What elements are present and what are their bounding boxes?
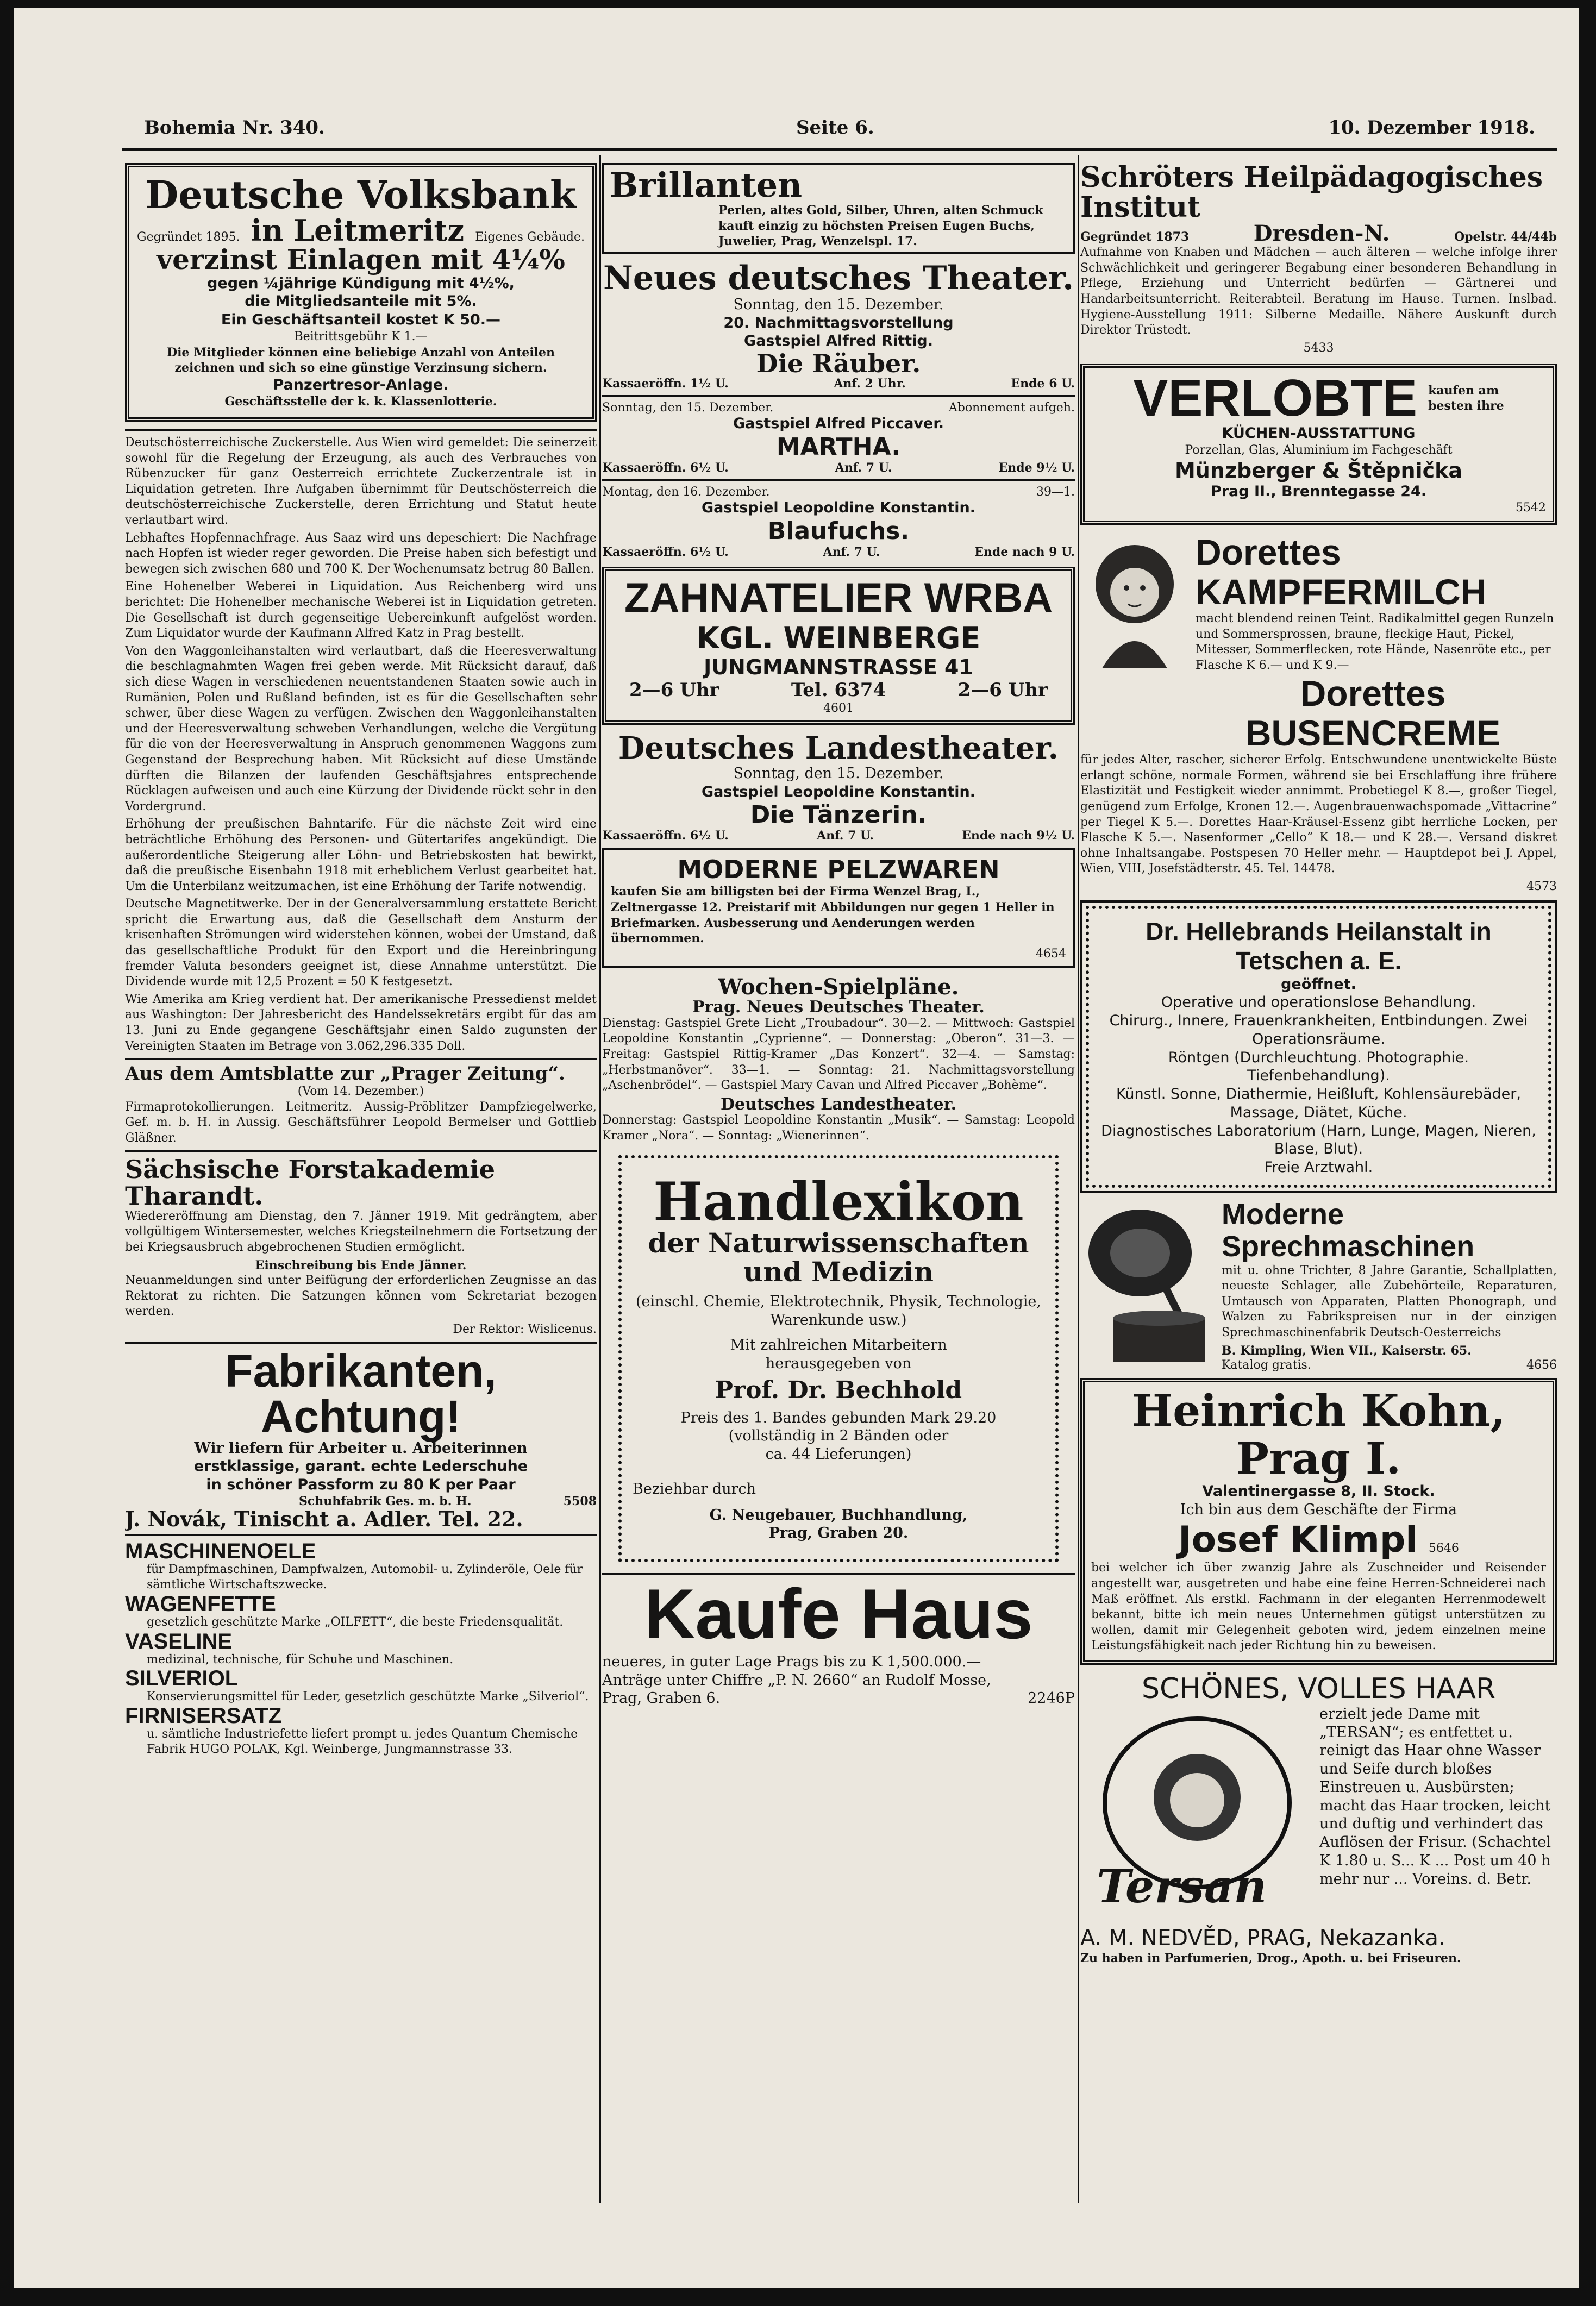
verlobte-title: VERLOBTE bbox=[1133, 369, 1418, 428]
ad-schroeter bbox=[1080, 163, 1557, 356]
amtsblatt-text: Firmaprotokollierungen. Leitmeritz. Aussig-Pröblitzer Dampfziegelwerke, Gef. m. b. H. in Aussig. Geschäftsführer Leopold Bermelser und Gottlieb Gläßner. bbox=[125, 1100, 597, 1145]
schroeter-city: Dresden-N. bbox=[1253, 221, 1390, 247]
wochen-t2: Donnerstag: Gastspiel Leopoldine Konstantin „Musik“. — Samstag: Leopold Kramer „Nora“. — Sonntag: „Wienerinnen“. bbox=[602, 1113, 1075, 1143]
news-item: Erhöhung der preußischen Bahntarife. Für die nächste Zeit wird eine beträchtliche Erhöhung des Personen- und Gütertarifes angekündigt. Die außerordentliche Steigerung aller Löhn- und Betriebskosten hat bewirkt, daß die preußische Eisenbahn 1918 mit erheblichem Verlust gearbeitet hat. Um die Unterbilanz weitzumachen, ist eine Erhöhung der Tarife notwendig. bbox=[125, 817, 597, 893]
news-item: Von den Waggonleihanstalten wird verlautbart, daß die Heeresverwaltung die beschlagnahmten Wagen frei geben werde. Mit Rücksicht darauf, daß sich diese Wagen in verschiedenen neuentstandenen Staaten sowie auch in Rumänien, Polen und Rußland befinden, ist es für die Gesellschaften sehr schwer, über diese Wagen zu verfügen. Zwischen den Waggonleihanstalten und der Heeresverwaltung schweben Verhandlungen, welche die Vergütung für die von der Heeresverwaltung in Anspruch genommenen Waggons zum Gegenstand der Besprechung haben. Mit Rücksicht auf diese Umstände dürften die Bilanzen der laufenden Geschäftsjahres entsprechende Rücklagen aufweisen und auch eine Kürzung der Dividende rückt sehr in den Vordergrund. bbox=[125, 644, 597, 813]
volksbank-l6: Die Mitglieder können eine beliebige Anzahl von Anteilen zeichnen und sich so eine günstige Verzinsung sichern. bbox=[167, 345, 555, 375]
nds-s1anf: Anf. 2 Uhr. bbox=[834, 377, 906, 391]
dorette2-text: für jedes Alter, rascher, sicherer Erfolg. Entschwundene unentwickelte Büste erlangt schöne, normale Formen, während sie bei Erschlaffung ihre frühere Elastizität und Festigkeit wieder annimmt. Probetiegel K 8.—, großer Tiegel, genügend zum Erfolge, Kronen 12.—. Augenbrauenwachspomade „Vittacrine“ per Tiegel K 5.—. Dorettes Haar-Kräusel-Essenz gibt herrliche Locken, per Flasche K 5.—. Nasenformer „Cello“ K 18.— und K 28.—. Versand diskret ohne Inhaltsangabe. Postspesen 70 Heller mehr. — Hauptdepot bei J. Appel, Wien, VIII, Josefstädterstr. 45. Tel. 14478. bbox=[1080, 753, 1557, 876]
kohn-l1: Ich bin aus dem Geschäfte der Firma bbox=[1180, 1501, 1457, 1518]
tharandt-text: Wiedereröffnung am Dienstag, den 7. Jänner 1919. Mit gedrängtem, aber vollgültigem Wintersemester, welches Kriegsteilnehmern die Fortsetzung der bei Kriegsausbruch abgebrochenen Studien ermöglicht. bbox=[125, 1209, 597, 1255]
haar-firm: A. M. NEDVĚD, PRAG, Nekazanka. bbox=[1080, 1925, 1445, 1951]
schroeter-title: Schröters Heilpädagogisches Institut bbox=[1080, 163, 1543, 224]
kaufe-l1: neueres, in guter Lage Prags bis zu K 1,500.000.— bbox=[602, 1653, 981, 1671]
polak-name: SILVERIOL bbox=[125, 1666, 239, 1691]
ad-verlobte bbox=[1080, 364, 1557, 525]
column-3 bbox=[1080, 163, 1557, 2201]
kaufe-title: Kaufe Haus bbox=[644, 1574, 1033, 1654]
pelz-title: MODERNE PELZWAREN bbox=[677, 855, 1000, 885]
nds-s2k: Kassaeröffn. 6½ U. bbox=[602, 461, 729, 475]
ad-tersan bbox=[1080, 1672, 1557, 1966]
verlobte-l4: Prag II., Brenntegasse 24. bbox=[1210, 482, 1427, 500]
newspaper-page bbox=[14, 8, 1579, 2288]
nds-s2date: Sonntag, den 15. Dezember. bbox=[602, 401, 774, 415]
dlt-theater bbox=[602, 732, 1075, 843]
nds-s3anf: Anf. 7 U. bbox=[823, 544, 880, 559]
verlobte-num: 5542 bbox=[1516, 501, 1546, 515]
schroeter-text: Aufnahme von Knaben und Mädchen — auch älteren — welche infolge ihrer Schwächlichkeit und geringerer Begabung einer besonderen Behandlung in Pflege, Erziehung und Unterricht bedürfen — Gärtnerei und Handarbeitsunterricht. Reiterabteil. Beratung im Hause. Turnen. Inslbad. Hygiene-Ausstellung 1911: Silberne Medaille. Nähere Auskunft durch Direktor Trüstedt. bbox=[1080, 246, 1557, 337]
lexikon-t5: Mit zahlreichen Mitarbeitern bbox=[730, 1336, 947, 1353]
wrba-l1: KGL. WEINBERGE bbox=[696, 621, 981, 655]
wrba-num: 4601 bbox=[823, 701, 854, 715]
lady-portrait-image bbox=[1080, 532, 1189, 674]
wrba-h1: 2—6 Uhr bbox=[629, 679, 719, 701]
verlobte-l1: KÜCHEN-AUSSTATTUNG bbox=[1222, 425, 1416, 442]
dlt-anf: Anf. 7 U. bbox=[817, 829, 874, 843]
brillanten-text: Perlen, altes Gold, Silber, Uhren, alten Schmuck kauft einzig zu höchsten Preisen Eugen Buchs, Juwelier, Prag, Wenzelspl. 17. bbox=[718, 203, 1043, 249]
fabrikanten-l2: erstklassige, garant. echte Lederschuhe bbox=[193, 1458, 528, 1475]
lexikon-t11: Beziehbar durch bbox=[633, 1480, 756, 1497]
pelz-num: 4654 bbox=[1036, 947, 1066, 961]
ad-volksbank bbox=[125, 163, 597, 422]
wochen-sub2: Deutsches Landestheater. bbox=[720, 1094, 957, 1114]
dorette2-num: 4573 bbox=[1526, 879, 1557, 893]
nds-s3g: Gastspiel Leopoldine Konstantin. bbox=[702, 499, 975, 517]
volksbank-title: Deutsche Volksbank bbox=[145, 172, 577, 217]
kaufe-l3: Prag, Graben 6. bbox=[602, 1689, 721, 1707]
gramophone-image bbox=[1080, 1199, 1216, 1373]
nds-s2anf: Anf. 7 U. bbox=[835, 461, 892, 475]
nds-s2g: Gastspiel Alfred Piccaver. bbox=[733, 415, 944, 433]
fabrikanten-l4: Schuhfabrik Ges. m. b. H. bbox=[299, 1494, 472, 1508]
polak-name: MASCHINENOELE bbox=[125, 1539, 316, 1563]
schroeter-num: 5433 bbox=[1303, 341, 1334, 355]
hellebrand-open: geöffnet. bbox=[1281, 975, 1356, 993]
header-rule bbox=[122, 148, 1557, 151]
dorette1-text: macht blendend reinen Teint. Radikalmittel gegen Runzeln und Sommersprossen, braune, fleckige Haut, Pickel, Mitesser, Sommerflecken, rote Hände, Nasenröte etc., per Flasche K 6.— und K 9.— bbox=[1196, 612, 1554, 672]
haar-text: erzielt jede Dame mit „TERSAN“; es entfettet u. reinigt das Haar ohne Wasser und Seife durch bloßes Einstreuen u. Ausbürsten; macht das Haar trocken, leicht und duftig und verhindert das Auflösen der Frisur. (Schachtel K 1.80 u. S... K ... Post um 40 h mehr nur ... Voreins. d. Betr. bbox=[1319, 1705, 1551, 1888]
nds-s3end: Ende nach 9 U. bbox=[974, 544, 1075, 559]
sprech-title: Moderne Sprechmaschinen bbox=[1222, 1198, 1475, 1263]
nds-s2abo: Abonnement aufgeh. bbox=[948, 401, 1075, 415]
fabrikanten-l3: in schöner Passform zu 80 K per Paar bbox=[206, 1476, 516, 1494]
lexikon-t3: und Medizin bbox=[743, 1255, 934, 1288]
volksbank-rate: verzinst Einlagen mit 4¼% bbox=[157, 243, 565, 276]
dlt-play: Die Tänzerin. bbox=[750, 801, 927, 829]
ad-kohn bbox=[1080, 1378, 1557, 1665]
kohn-text: bei welcher ich über zwanzig Jahre als Zuschneider und Reisender angestellt war, ausgetreten und habe eine feine Herren-Schneiderei nach Maß eröffnet. Als erstkl. Fachmann in der eleganten Herrenmodewelt bekannt, bitte ich mein neues Unternehmen gütigst unterstützen zu wollen, damit mir Gelegenheit geboten wird, jedem einzelnen meine Leistungsfähigkeit nach jeder Richtung hin zu beweisen. bbox=[1091, 1561, 1546, 1653]
ad-wrba bbox=[602, 567, 1075, 725]
polak-desc: u. sämtliche Industriefette liefert prompt u. jedes Quantum Chemische Fabrik HUGO POLAK, Kgl. Weinberge, Jungmannstrasse 33. bbox=[147, 1727, 578, 1757]
nds-s1date: Sonntag, den 15. Dezember. bbox=[733, 296, 944, 313]
news-item: Wie Amerika am Krieg verdient hat. Der amerikanische Pressedienst meldet aus Washington: Der Jahresbericht des Handelssekretärs ergibt für das am 13. Juni zu Ende gegangene Geschäftsjahr einen Saldo zugunsten der Vereinigten Staaten im Betrage von 3.062,296.335 Doll. bbox=[125, 992, 597, 1053]
nds-s1k: Kassaeröffn. 1½ U. bbox=[602, 377, 729, 391]
nds-s2play: MARTHA. bbox=[776, 433, 901, 461]
ad-handlexikon bbox=[618, 1155, 1059, 1562]
wochen-title: Wochen-Spielpläne. bbox=[718, 974, 959, 1000]
header-right: 10. Dezember 1918. bbox=[1328, 117, 1535, 139]
kohn-addr: Valentinergasse 8, II. Stock. bbox=[1202, 1482, 1435, 1500]
lexikon-t6: herausgegeben von bbox=[765, 1355, 912, 1372]
news-item: Deutsche Magnetitwerke. Der in der Generalversammlung erstattete Bericht spricht die Erwartung aus, daß die Gesellschaft dem Ansturm der krisenhaften Strömungen wird widerstehen können, wobei der Umstand, daß das gesellschaftliche Produkt für den Export und die Hereinbringung fremder Valuta besonders geeignet ist, diese Annahme unterstützt. Die Dividende wurde mit 12,5 Prozent = 50 K festgesetzt. bbox=[125, 897, 597, 989]
amtsblatt-title: Aus dem Amtsblatte zur „Prager Zeitung“. bbox=[125, 1063, 565, 1085]
schroeter-addr: Opelstr. 44/44b bbox=[1454, 230, 1557, 245]
nds-s2end: Ende 9½ U. bbox=[998, 461, 1075, 475]
kaufe-num: 2246P bbox=[1028, 1689, 1075, 1707]
dlt-title: Deutsches Landestheater. bbox=[618, 730, 1059, 767]
nds-theater bbox=[602, 261, 1075, 559]
tersan-logo-text: Tersan bbox=[1097, 1859, 1267, 1913]
polak-desc: medizinal, technische, für Schuhe und Maschinen. bbox=[147, 1652, 454, 1666]
wrba-h2: 2—6 Uhr bbox=[957, 679, 1048, 701]
fabrikanten-title: Fabrikanten, Achtung! bbox=[225, 1345, 497, 1442]
page-header bbox=[144, 117, 1535, 144]
verlobte-l2: Porzellan, Glas, Aluminium im Fachgeschäft bbox=[1185, 443, 1453, 458]
column-2 bbox=[602, 163, 1075, 2201]
column-rule-1 bbox=[599, 155, 601, 2203]
news-item: Deutschösterreichische Zuckerstelle. Aus Wien wird gemeldet: Die seinerzeit sowohl für die Regelung der Erzeugung, als auch des Verbrauches von Rübenzucker für ganz Oesterreich errichtete Zuckerzentrale ist in Liquidation getreten. Ihre Aufgaben übernimmt für Deutschösterreich die deutschösterreichische Zuckerstelle, deren Errichtung und Statut heute verlautbart wird. bbox=[125, 436, 597, 528]
header-center: Seite 6. bbox=[796, 117, 874, 139]
verlobte-s2: besten ihre bbox=[1428, 399, 1504, 413]
header-left: Bohemia Nr. 340. bbox=[144, 117, 325, 139]
news-item: Lebhaftes Hopfennachfrage. Aus Saaz wird uns depeschiert: Die Nachfrage nach Hopfen ist wieder reger geworden. Die Preise haben sich befestigt und bewegen sich zwischen 680 und 700 K. Der Wochenumsatz betrug 80 Ballen. bbox=[125, 531, 597, 576]
verlobte-l3: Münzberger & Štěpnička bbox=[1174, 458, 1463, 482]
volksbank-l3: die Mitgliedsanteile mit 5%. bbox=[245, 293, 477, 310]
lexikon-t9: (vollständig in 2 Bänden oder bbox=[728, 1427, 949, 1445]
dorette1-title: Dorettes KAMPFERMILCH bbox=[1196, 532, 1487, 612]
brillanten-title: Brillanten bbox=[610, 165, 803, 205]
tharandt-sign: Der Rektor: Wislicenus. bbox=[453, 1323, 597, 1337]
lexikon-t2: der Naturwissenschaften bbox=[648, 1227, 1029, 1259]
column-1 bbox=[125, 163, 597, 2201]
fabrikanten-l5: J. Novák, Tinischt a. Adler. Tel. 22. bbox=[125, 1506, 523, 1531]
lexikon-t10: ca. 44 Lieferungen) bbox=[765, 1446, 912, 1463]
tersan-logo-image bbox=[1080, 1705, 1314, 1922]
fabrikanten-num: 5508 bbox=[563, 1494, 597, 1508]
sprech-kat: Katalog gratis. bbox=[1222, 1358, 1311, 1373]
column-rule-2 bbox=[1078, 155, 1079, 2203]
pelz-text: kaufen Sie am billigsten bei der Firma Wenzel Brag, I., Zeltnergasse 12. Preistarif mit Abbildungen nur gegen 1 Heller in Briefmarken. Ausbesserung und Aenderungen werden übernommen. bbox=[611, 885, 1055, 946]
kohn-name: Josef Klimpl bbox=[1178, 1519, 1418, 1561]
polak-name: FIRNISERSATZ bbox=[125, 1703, 282, 1728]
volksbank-l8: Geschäftsstelle der k. k. Klassenlotterie. bbox=[224, 394, 497, 409]
polak-desc: für Dampfmaschinen, Dampfwalzen, Automobil- u. Zylinderöle, Oele für sämtliche Wirtschaftszwecke. bbox=[147, 1562, 583, 1592]
polak-name: VASELINE bbox=[125, 1629, 233, 1653]
ad-hellebrand bbox=[1086, 906, 1551, 1188]
nds-title: Neues deutsches Theater. bbox=[603, 259, 1074, 297]
ad-polak bbox=[125, 1540, 597, 1758]
polak-desc: gesetzlich geschützte Marke „OILFETT“, die beste Friedensqualität. bbox=[147, 1615, 564, 1629]
volksbank-own: Eigenes Gebäude. bbox=[475, 230, 585, 244]
wochen-spielplaene bbox=[602, 976, 1075, 1144]
tharandt-title: Sächsische Forstakademie Tharandt. bbox=[125, 1155, 496, 1211]
sprech-num: 4656 bbox=[1526, 1358, 1557, 1373]
kohn-title: Heinrich Kohn, Prag I. bbox=[1131, 1384, 1506, 1484]
lexikon-t8: Preis des 1. Bandes gebunden Mark 29.20 bbox=[680, 1409, 997, 1426]
polak-desc: Konservierungsmittel für Leder, gesetzlich geschützte Marke „Silveriol“. bbox=[147, 1690, 589, 1704]
nds-s3date: Montag, den 16. Dezember. bbox=[602, 485, 770, 499]
nds-s3play: Blaufuchs. bbox=[767, 517, 910, 545]
ad-kaufe-haus bbox=[602, 1573, 1075, 1707]
tharandt-sub: Einschreibung bis Ende Jänner. bbox=[255, 1258, 467, 1273]
lexikon-t4: (einschl. Chemie, Elektrotechnik, Physik, Technologie, Warenkunde usw.) bbox=[636, 1293, 1041, 1329]
dlt-g: Gastspiel Leopoldine Konstantin. bbox=[702, 783, 975, 800]
volksbank-l4: Ein Geschäftsanteil kostet K 50.— bbox=[221, 311, 501, 329]
hellebrand-l3: Röntgen (Durchleuchtung. Photographie. Tiefenbehandlung). bbox=[1168, 1049, 1469, 1085]
polak-name: WAGENFETTE bbox=[125, 1591, 276, 1616]
wochen-t1: Dienstag: Gastspiel Grete Licht „Troubadour“. 30—2. — Mittwoch: Gastspiel Leopoldine Konstantin „Cyprienne“. — Donnerstag: „Oberon“. 31—3. — Freitag: Gastspiel Rittig-Kramer „Das Konzert“. 32—4. — Samstag: „Herbstmanöver“. 33—1. — Sonntag: 21. Nachmittagsvorstellung „Aschenbrödel“. — Gastspiel Mary Cavan und Alfred Piccaver „Bohème“. bbox=[602, 1016, 1075, 1093]
verlobte-s1: kaufen am bbox=[1428, 383, 1499, 398]
volksbank-l7: Panzertresor-Anlage. bbox=[273, 376, 449, 393]
sprech-text: mit u. ohne Trichter, 8 Jahre Garantie, Schallplatten, neueste Schlager, alle Zubehörteile, Reparaturen, Umtausch von Apparaten, Platten Phonograph, und Walzen zu Fabrikspreisen nur in der einzigen Sprechmaschinenfabrik Deutsch-Oesterreichs bbox=[1222, 1263, 1557, 1339]
ad-sprechmaschinen bbox=[1080, 1199, 1557, 1373]
dorette2-title: Dorettes BUSENCREME bbox=[1245, 673, 1501, 753]
hellebrand-l4: Künstl. Sonne, Diathermie, Heißluft, Kohlensäurebäder, Massage, Diätet, Küche. bbox=[1116, 1086, 1521, 1121]
lexikon-t7: Prof. Dr. Bechhold bbox=[715, 1376, 962, 1405]
volksbank-l5: Beitrittsgebühr K 1.— bbox=[294, 329, 428, 343]
hellebrand-l5: Diagnostisches Laboratorium (Harn, Lunge, Magen, Nieren, Blase, Blut). bbox=[1101, 1122, 1536, 1158]
ad-brillanten bbox=[602, 163, 1075, 254]
tharandt-text2: Neuanmeldungen sind unter Beifügung der erforderlichen Zeugnisse an das Rektorat zu richten. Die Satzungen können vom Sekretariat bezogen werden. bbox=[125, 1274, 597, 1319]
lexikon-t12: G. Neugebauer, Buchhandlung, bbox=[709, 1506, 968, 1524]
hellebrand-l6: Freie Arztwahl. bbox=[1264, 1159, 1373, 1176]
volksbank-founded: Gegründet 1895. bbox=[137, 230, 240, 244]
sprech-addr: B. Kimpling, Wien VII., Kaiserstr. 65. bbox=[1222, 1343, 1472, 1358]
nds-s3num: 39—1. bbox=[1036, 485, 1075, 499]
hellebrand-l2: Chirurg., Innere, Frauenkrankheiten, Entbindungen. Zwei Operationsräume. bbox=[1109, 1012, 1528, 1048]
wrba-title: ZAHNATELIER WRBA bbox=[624, 574, 1053, 621]
wrba-l2: JUNGMANNSTRASSE 41 bbox=[704, 655, 973, 679]
nds-s3k: Kassaeröffn. 6½ U. bbox=[602, 544, 729, 559]
wochen-sub1: Prag. Neues Deutsches Theater. bbox=[692, 998, 985, 1017]
fabrikanten-l1: Wir liefern für Arbeiter u. Arbeiterinnen bbox=[194, 1439, 528, 1457]
haar-title: SCHÖNES, VOLLES HAAR bbox=[1142, 1672, 1495, 1705]
nds-s1b: Gastspiel Alfred Rittig. bbox=[744, 333, 933, 350]
lexikon-t1: Handlexikon bbox=[653, 1170, 1024, 1232]
haar-foot: Zu haben in Parfumerien, Drog., Apoth. u. bei Friseuren. bbox=[1080, 1951, 1461, 1965]
volksbank-city: in Leitmeritz bbox=[251, 212, 465, 248]
nds-s1a: 20. Nachmittagsvorstellung bbox=[723, 314, 954, 331]
nds-s1end: Ende 6 U. bbox=[1011, 377, 1075, 391]
kohn-num: 5646 bbox=[1428, 1541, 1459, 1556]
ad-pelz bbox=[602, 848, 1075, 968]
dlt-date: Sonntag, den 15. Dezember. bbox=[733, 765, 944, 782]
nds-s1play: Die Räuber. bbox=[756, 349, 921, 379]
wrba-tel: Tel. 6374 bbox=[791, 679, 886, 701]
hellebrand-title: Dr. Hellebrands Heilanstalt in Tetschen a. E. bbox=[1146, 917, 1492, 975]
news-item: Eine Hohenelber Weberei in Liquidation. Aus Reichenberg wird uns berichtet: Die Hohenelber mechanische Weberei ist in Liquidation getreten. Die Gesellschaft ist durch gegenseitige Uebereinkunft aufgelöst worden. Zum Liquidator wurde der Kaufmann Alfred Katz in Prag bestellt. bbox=[125, 580, 597, 641]
ad-dorette bbox=[1080, 532, 1557, 674]
volksbank-l2: gegen ¼jährige Kündigung mit 4½%, bbox=[207, 274, 515, 292]
dlt-k: Kassaeröffn. 6½ U. bbox=[602, 829, 729, 843]
lexikon-t13: Prag, Graben 20. bbox=[768, 1525, 909, 1542]
kaufe-l2: Anträge unter Chiffre „P. N. 2660“ an Rudolf Mosse, bbox=[602, 1671, 991, 1689]
amtsblatt-date: (Vom 14. Dezember.) bbox=[297, 1084, 424, 1098]
hellebrand-l1: Operative und operationslose Behandlung. bbox=[1161, 994, 1476, 1011]
dlt-end: Ende nach 9½ U. bbox=[962, 829, 1075, 843]
schroeter-founded: Gegründet 1873 bbox=[1080, 230, 1190, 245]
